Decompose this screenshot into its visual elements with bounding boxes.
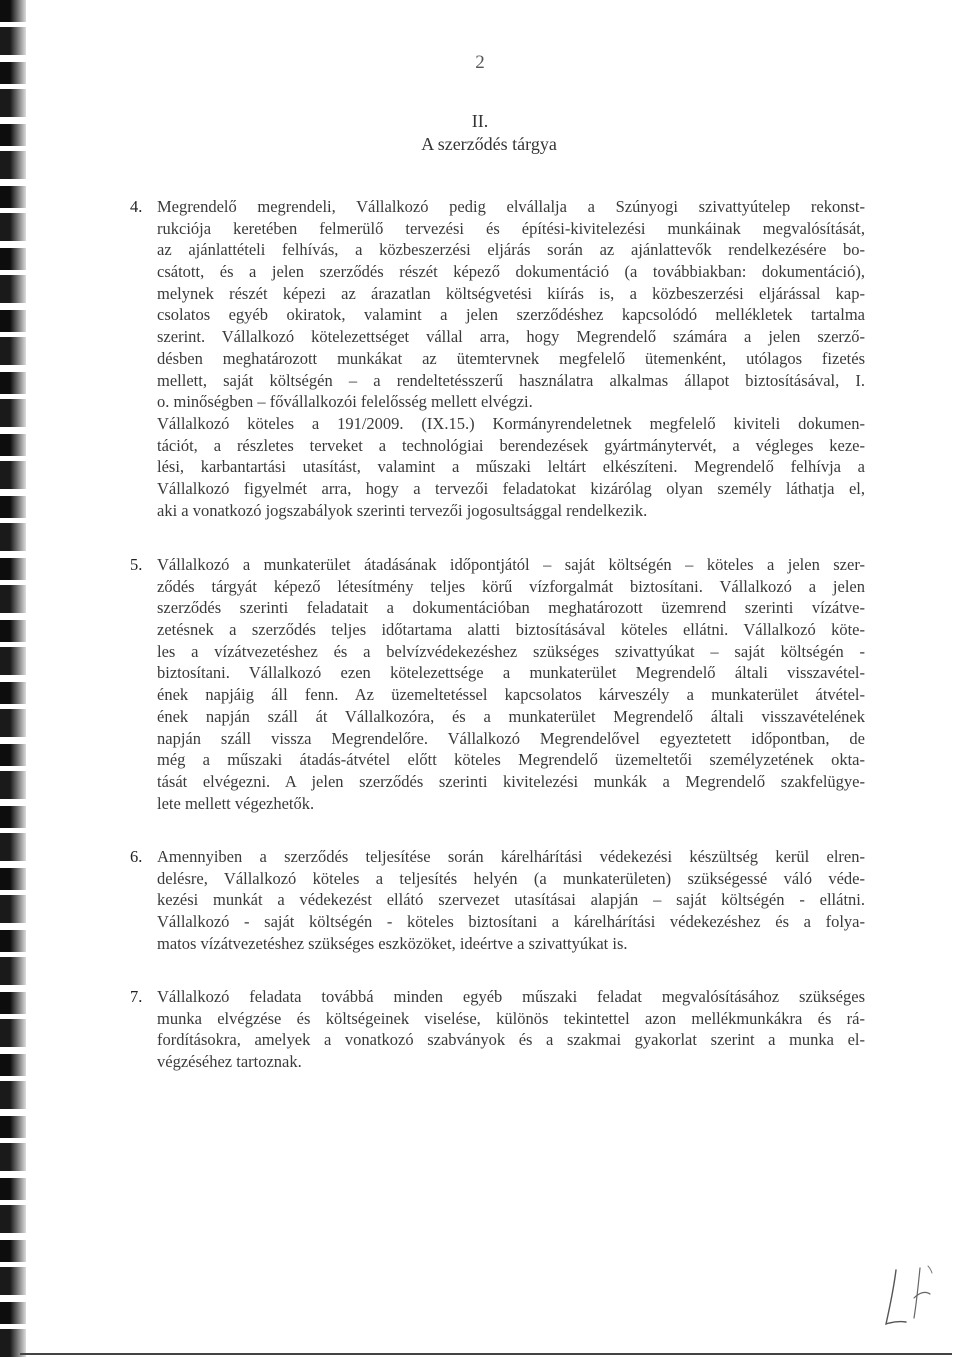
clause-line: melynek részét képezi az árazatlan költségvetési kiírás is, a közbeszerzési eljárással kap- xyxy=(157,283,865,303)
clause-line: lési, karbantartási utasítást, valamint a műszaki leltárt elkészíteni. Megrendelő felhívja a xyxy=(157,457,865,477)
clause-body xyxy=(157,554,865,814)
clause-line: delésre, Vállalkozó köteles a teljesítés helyén (a munkaterületen) szükségessé váló véde- xyxy=(157,868,865,888)
clause-line: ének napjáig áll fenn. Az üzemeltetéssel kapcsolatos kárveszély a munkaterület átvétel- xyxy=(157,685,865,705)
handwritten-initials xyxy=(868,1258,948,1338)
clause-line: fordításokra, amelyek a vonatkozó szabványok és a szakmai gyakorlat szerint a munka el- xyxy=(157,1030,865,1050)
scan-bottom-rule xyxy=(20,1353,952,1355)
clause-line: rukciója keretében felmerülő tervezési és építési-kivitelezési munkáinak megvalósítását, xyxy=(157,218,865,238)
clause-line: szerződés szerinti feladatait a dokumentációban meghatározott üzemrend szerinti vízátve- xyxy=(157,598,865,618)
clause-line: o. minőségben – fővállalkozói felelősség mellett elvégzi. xyxy=(157,392,533,412)
clause-line: ződés tárgyát képező létesítmény teljes körű vízforgalmát biztosítani. Vállalkozó a jelen xyxy=(157,576,865,596)
clause-number: 4. xyxy=(130,197,143,216)
clause-line: még a műszaki átadás-átvétel előtt köteles Megrendelő üzemeltetői személyzetének okta- xyxy=(157,750,865,770)
clause-line: biztosítani. Vállalkozó ezen kötelezettsége a munkaterület Megrendelő általi visszavétel- xyxy=(157,663,865,683)
clause-number: 6. xyxy=(130,847,143,866)
scan-edge-strip xyxy=(0,0,26,1358)
clause-line: tációt, a részletes terveket a technológiai berendezések gyártmánytervét, a végleges keze- xyxy=(157,435,865,455)
clause-line: munka elvégzése és költségeinek viselése, különös tekintettel azon mellékmunkákra és rá- xyxy=(157,1008,865,1028)
clause-line: lete mellett végezhetők. xyxy=(157,793,315,813)
clause-number: 5. xyxy=(130,555,143,574)
clause-7 xyxy=(130,986,865,1073)
clause-line: matos vízátvezetéshez szükséges eszközöket, ideértve a szivattyúkat is. xyxy=(157,933,628,953)
clause-line: az ajánlattételi felhívás, a közbeszerzési eljárás során az ajánlattevők rendelkezésére bo- xyxy=(157,240,865,260)
clause-line: Vállalkozó köteles a 191/2009. (IX.15.) Kormányrendeletnek megfelelő kiviteli dokumen- xyxy=(157,413,865,433)
clause-line: les a vízátvezetéshez és a belvízvédekezéshez szükséges szivattyúkat – saját költségén - xyxy=(157,641,865,661)
clause-line: aki a vonatkozó jogszabályok szerinti tervezői jogosultsággal rendelkezik. xyxy=(157,500,648,520)
clause-number: 7. xyxy=(130,987,143,1006)
clause-line: désben meghatározott munkákat az ütemtervnek megfelelő ütemenként, utólagos fizetés xyxy=(157,348,865,368)
clause-line: kezési munkát a védekezést ellátó szervezet utasításai alapján – saját költségén - ellátni. xyxy=(157,890,865,910)
clause-line: zetésnek a szerződés teljes időtartama alatti biztosításával köteles ellátni. Vállalkozó köte- xyxy=(157,620,865,640)
clause-line: tását elvégezni. A jelen szerződés szerinti kivitelezési munkák a Megrendelő szakfelügye- xyxy=(157,771,865,791)
clause-line: Vállalkozó a munkaterület átadásának időpontjától – saját költségén – köteles a jelen szer- xyxy=(157,555,865,574)
clause-line: ének napján száll át Vállalkozóra, és a munkaterület Megrendelő általi visszavételének xyxy=(157,706,865,726)
clause-4 xyxy=(130,196,865,521)
clause-line: csolatos egyéb okiratok, valamint a jelen szerződéshez kapcsolódó mellékletek tartalma xyxy=(157,305,865,325)
clause-line: Megrendelő megrendeli, Vállalkozó pedig elvállalja a Szúnyogi szivattyútelep rekonst- xyxy=(157,197,865,216)
clause-line: szerint. Vállalkozó kötelezettséget vállal arra, hogy Megrendelő számára a jelen szerző- xyxy=(157,327,865,347)
clause-line: mellett, saját költségén – a rendeltetésszerű használatra alkalmas állapot biztosításával, I. xyxy=(157,370,865,390)
clause-line: Vállalkozó figyelmét arra, hogy a tervezői feladatokat kizárólag olyan személy láthatja el, xyxy=(157,478,865,498)
clause-line: csátott, és a jelen szerződés részét képező dokumentáció (a továbbiakban: dokumentáció), xyxy=(157,262,865,282)
clause-line: Vállalkozó - saját költségén - köteles biztosítani a kárelhárítási védekezéshez és a folya- xyxy=(157,912,865,932)
clause-body xyxy=(157,986,865,1073)
clause-6 xyxy=(130,846,865,954)
clause-line: Vállalkozó feladata továbbá minden egyéb műszaki feladat megvalósításához szükséges xyxy=(157,987,865,1006)
clause-line: végzéséhez tartoznak. xyxy=(157,1052,302,1072)
section-title: A szerződés tárgya xyxy=(421,134,557,154)
clause-body xyxy=(157,196,865,521)
clause-body xyxy=(157,846,865,954)
section-number: II. xyxy=(471,111,489,131)
clause-line: napján száll vissza Megrendelőre. Vállalkozó Megrendelővel egyeztetett időpontban, de xyxy=(157,728,865,748)
clause-line: Amennyiben a szerződés teljesítése során kárelhárítási védekezési készültség kerül elren- xyxy=(157,847,865,866)
page-number: 2 xyxy=(475,52,485,73)
clause-5 xyxy=(130,554,865,814)
